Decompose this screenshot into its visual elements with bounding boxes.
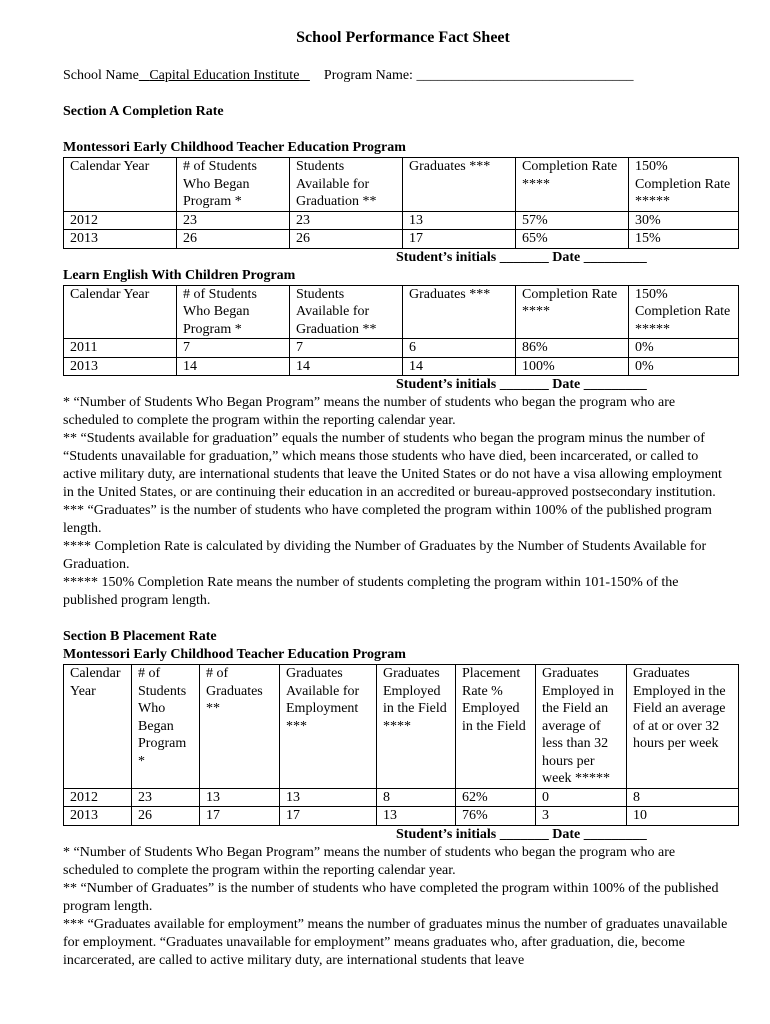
header-cell: Graduates Available for Employment ***: [280, 665, 377, 789]
table-a1-caption: Montessori Early Childhood Teacher Education Program: [63, 140, 406, 155]
table-cell: 3: [536, 807, 627, 826]
header-cell: Graduates Employed in the Field an average of at or over 32 hours per week: [627, 665, 739, 789]
school-name-value: Capital Education Institute: [149, 68, 300, 83]
table-cell: 14: [290, 357, 403, 376]
table-cell: 17: [403, 230, 516, 249]
table-row: [64, 807, 739, 826]
table-row: [64, 211, 739, 230]
header-cell: Graduates ***: [403, 285, 516, 339]
table-cell: 13: [377, 807, 456, 826]
table-cell: 0%: [629, 357, 739, 376]
header-cell: Graduates ***: [403, 158, 516, 212]
header-cell: # of Graduates **: [200, 665, 280, 789]
table-cell: 65%: [516, 230, 629, 249]
school-name-label: School Name: [63, 68, 139, 83]
student-initials-line-a1: Student’s initials _______ Date _________: [396, 249, 647, 265]
table-cell: 2012: [64, 211, 177, 230]
footnote: ** “Students available for graduation” equals the number of students who began the program minus the number of “Students unavailable for graduation,” which means those students who have died, been incarcerated, or called to active military duty, are international students that leave the United States or do not have a visa allowing employment in the United States, or are continuing their education in an accredited or bureau-approved postsecondary institution.: [63, 431, 722, 500]
table-cell: 13: [200, 788, 280, 807]
table-cell: 2013: [64, 807, 132, 826]
table-row: [64, 339, 739, 358]
header-cell: Calendar Year: [64, 665, 132, 789]
table-cell: 7: [290, 339, 403, 358]
table-cell: 8: [377, 788, 456, 807]
table-cell: 13: [280, 788, 377, 807]
completion-table-learn-english: [63, 285, 739, 377]
student-initials-line-b: Student’s initials _______ Date _________: [396, 826, 647, 842]
footnote: **** Completion Rate is calculated by dividing the Number of Graduates by the Number of Students Available for Graduation.: [63, 539, 707, 572]
table-cell: 13: [403, 211, 516, 230]
table-cell: 23: [290, 211, 403, 230]
completion-table-montessori: [63, 157, 739, 249]
table-cell: 100%: [516, 357, 629, 376]
table-cell: 23: [177, 211, 290, 230]
placement-table-montessori: [63, 664, 739, 826]
footnote: *** “Graduates available for employment” means the number of graduates minus the number of graduates unavailable for employment. “Graduates unavailable for employment” means graduates who, after graduation, die, become incarcerated, are called to active military duty, are international students that leave: [63, 916, 728, 968]
table-cell: 76%: [456, 807, 536, 826]
table-cell: 14: [403, 357, 516, 376]
header-cell: Completion Rate ****: [516, 285, 629, 339]
table-cell: 2013: [64, 230, 177, 249]
header-cell: Calendar Year: [64, 158, 177, 212]
table-row: [64, 230, 739, 249]
page-title: School Performance Fact Sheet: [296, 29, 510, 46]
header-cell: Graduates Employed in the Field ****: [377, 665, 456, 789]
header-cell: # of Students Who Began Program *: [132, 665, 200, 789]
table-cell: 17: [280, 807, 377, 826]
table-cell: 30%: [629, 211, 739, 230]
header-cell: Calendar Year: [64, 285, 177, 339]
program-name-label: Program Name: _______________________________: [323, 68, 634, 83]
table-header-row: [64, 285, 739, 339]
table-cell: 10: [627, 807, 739, 826]
table-cell: 14: [177, 357, 290, 376]
header-cell: Students Available for Graduation **: [290, 285, 403, 339]
footnote: ***** 150% Completion Rate means the number of students completing the program within 101-150% of the published program length.: [63, 575, 679, 608]
header-cell: Students Available for Graduation **: [290, 158, 403, 212]
header-cell: 150% Completion Rate *****: [629, 158, 739, 212]
footnote: * “Number of Students Who Began Program” means the number of students who began the program who are scheduled to complete the program within the reporting calendar year.: [63, 395, 676, 428]
table-a2-caption: Learn English With Children Program: [63, 267, 296, 283]
table-cell: 86%: [516, 339, 629, 358]
header-cell: Completion Rate ****: [516, 158, 629, 212]
school-program-line: [63, 67, 743, 85]
fact-sheet-page: [63, 28, 743, 970]
table-b-caption: Montessori Early Childhood Teacher Education Program: [63, 647, 406, 662]
table-cell: 0: [536, 788, 627, 807]
footnote: *** “Graduates” is the number of students who have completed the program within 100% of the published program length.: [63, 503, 712, 536]
table-cell: 17: [200, 807, 280, 826]
table-cell: 2012: [64, 788, 132, 807]
student-initials-line-a2: Student’s initials _______ Date _________: [396, 377, 647, 392]
table-cell: 57%: [516, 211, 629, 230]
section-b-heading: Section B Placement Rate: [63, 629, 217, 644]
footnote: * “Number of Students Who Began Program” means the number of students who began the program who are scheduled to complete the program within the reporting calendar year.: [63, 844, 676, 878]
header-cell: # of Students Who Began Program *: [177, 158, 290, 212]
table-cell: 7: [177, 339, 290, 358]
table-cell: 2013: [64, 357, 177, 376]
table-cell: 0%: [629, 339, 739, 358]
section-a-heading: Section A Completion Rate: [63, 104, 224, 119]
table-cell: 23: [132, 788, 200, 807]
table-cell: 15%: [629, 230, 739, 249]
header-cell: # of Students Who Began Program *: [177, 285, 290, 339]
header-cell: Graduates Employed in the Field an average of less than 32 hours per week *****: [536, 665, 627, 789]
table-cell: 26: [290, 230, 403, 249]
table-header-row: [64, 665, 739, 789]
table-cell: 8: [627, 788, 739, 807]
table-header-row: [64, 158, 739, 212]
header-cell: 150% Completion Rate *****: [629, 285, 739, 339]
table-cell: 2011: [64, 339, 177, 358]
table-cell: 62%: [456, 788, 536, 807]
table-cell: 6: [403, 339, 516, 358]
table-row: [64, 788, 739, 807]
table-row: [64, 357, 739, 376]
header-cell: Placement Rate % Employed in the Field: [456, 665, 536, 789]
table-cell: 26: [132, 807, 200, 826]
footnote: ** “Number of Graduates” is the number of students who have completed the program within 100% of the published program length.: [63, 880, 719, 914]
table-cell: 26: [177, 230, 290, 249]
